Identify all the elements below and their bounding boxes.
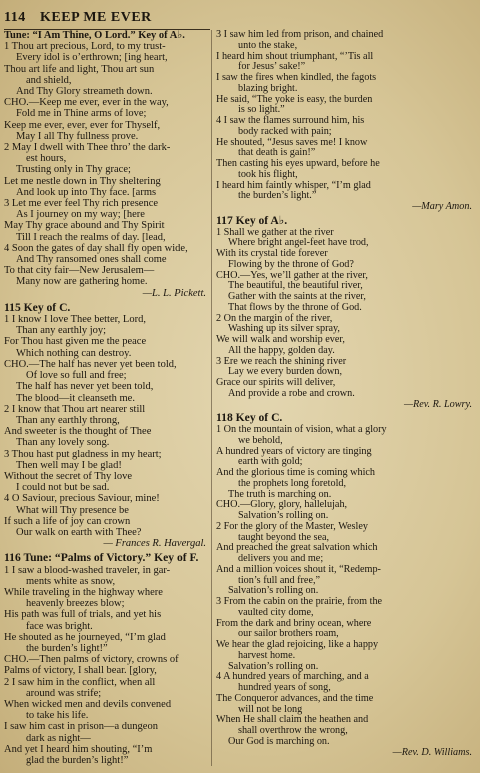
right-column-line: blazing bright. [238,82,298,94]
right-column-line: Flowing by the throne of God? [228,258,354,270]
right-column-line: I saw the fires when kindled, the fagots [216,72,377,83]
left-column-line: CHO.—Keep me ever, ever in the way, [4,97,169,109]
right-column-line: 2 On the margin of the river, [216,312,333,324]
right-column-line: 3 I saw him led from prison, and chained [216,29,384,40]
left-column-line: 1 I saw a blood-washed traveler, in gar- [4,564,171,576]
left-column-line: around was strife; [26,687,102,699]
right-column-line: Washing up its silver spray, [228,323,340,335]
left-column-line: I could not but be sad. [16,482,110,494]
left-column-line: 115 Key of C. [4,300,71,314]
right-column-line: CHO.—Yes, we’ll gather at the river, [216,269,368,281]
left-column-line: Palms of victory, I shall bear. [glory, [4,665,157,677]
left-column-line: Of love so full and free; [26,370,127,382]
right-column-line: delivers you and me; [238,553,324,564]
left-column-line: dark as night— [26,732,91,744]
right-column-line: When He shall claim the heathen and [216,714,369,726]
right-column-line: body racked with pain; [238,125,332,137]
left-column-line: 1 Thou art precious, Lord, to my trust- [4,41,166,53]
right-column-line: for Jesus’ sake!” [238,61,306,73]
left-column-line: Than any earthly throng, [16,414,120,426]
right-column-line: is so light.” [238,104,285,116]
left-column-line: Many now are gathering home. [16,276,148,288]
left-column-line: Fold me in Thine arms of love; [16,108,147,120]
right-column-line: I heard him shout triumphant, “’Tis all [216,50,374,62]
right-column-line: our sailor brothers roam, [238,628,339,640]
right-column-line: And a million voices shout it, “Redemp- [216,563,381,575]
left-column-line: And Thy ransomed ones shall come [16,254,167,266]
right-column-line: unto the stake, [238,39,298,51]
right-column-line: 117 Key of A♭. [216,213,288,227]
right-column-line: The truth is marching on. [228,488,332,500]
right-column-line: Then casting his eyes upward, before he [216,158,380,169]
running-title: KEEP ME EVER [40,10,152,25]
right-column-line: I heard him faintly whisper, “I’m glad [216,179,371,191]
left-column-line: Tune: “I Am Thine, O Lord.” Key of A♭. [4,30,185,41]
right-column-line: we behold, [238,434,283,446]
right-column-line: Salvation’s rolling on. [228,585,319,597]
left-column-line: Without the secret of Thy love [4,470,132,482]
left-column-line: The blood—it cleanseth me. [16,392,135,404]
right-column-line: 1 Shall we gather at the river [216,226,334,238]
right-column-line: 3 Ere we reach the shining river [216,355,347,367]
right-column-line: tion’s full and free,” [238,574,321,586]
left-column-line: Trusting only in Thy grace; [16,164,131,176]
left-column-line: The half has never yet been told, [16,381,154,393]
left-column-line: As I journey on my way; [here [16,209,145,221]
right-column-line: We will walk and worship ever, [216,334,345,345]
right-column-line: 3 From the cabin on the prairie, from the [216,596,383,607]
right-column-line: —Rev. R. Lowry. [403,398,472,410]
left-column-line: His path was full of trials, and yet his [4,609,162,621]
right-column-line: From the dark and briny ocean, where [216,617,372,629]
right-column-line: The beautiful, the beautiful river, [228,280,363,292]
left-column-line: What will Thy presence be [16,504,129,516]
left-column-line: I saw him cast in prison—a dungeon [4,721,158,733]
right-column-line: taught beyond the sea, [238,531,330,543]
right-column-line: will not be long [238,703,303,715]
right-column-line: He shouted, “Jesus saves me! I know [216,136,368,148]
left-column-line: 3 Let me ever feel Thy rich presence [4,198,159,210]
left-column-line: 3 Thou hast put gladness in my heart; [4,448,162,460]
right-column-line: earth with gold; [238,456,303,468]
right-column-line: A hundred years of victory are tinging [216,445,372,457]
left-column-line: 2 I know that Thou art nearer still [4,403,146,415]
right-column [216,30,476,761]
left-column-line: Which nothing can destroy. [16,347,132,359]
left-column-line: When wicked men and devils convened [4,698,172,710]
right-column-line: Lay we every burden down, [228,366,343,378]
right-column-line: that death is gain!” [238,147,316,159]
right-column-line: hundred years of song, [238,682,331,693]
left-column-line: May Thy grace abound and Thy Spirit [4,220,165,232]
left-column-line: the burden’s light!” [26,642,108,654]
left-column-line: CHO.—The half has never yet been told, [4,358,177,370]
left-column-line: 2 May I dwell with Thee thro’ the dark- [4,142,171,154]
right-column-line: That flows by the throne of God. [228,301,362,313]
right-column-line: He said, “The yoke is easy, the burden [216,93,373,105]
left-column-line: 4 Soon the gates of day shall fly open wide, [4,242,188,254]
right-column-line: harvest home. [238,649,296,661]
left-column-line: And Thy Glory streameth down. [16,86,153,98]
left-column-line: Till I reach the realms of day. [lead, [16,231,166,243]
left-column-line: —L. L. Pickett. [142,287,206,299]
right-column-line: Grace our spirits will deliver, [216,377,336,388]
right-column-line: Gather with the saints at the river, [228,291,366,302]
right-column-line: Salvation’s rolling on. [238,510,329,521]
right-column-line: Salvation’s rolling on. [228,660,319,672]
right-column-line: took his flight, [238,168,298,180]
left-column-line: to take his life. [26,710,89,722]
right-column-line: And provide a robe and crown. [228,387,355,399]
left-column-line: To that city fair—New Jerusalem— [4,265,155,277]
left-column-line: Thou art life and light, Thou art sun [4,63,155,75]
left-column-line: CHO.—Then palms of victory, crowns of [4,654,179,666]
left-column-line: Keep me ever, ever, ever for Thyself, [4,119,161,131]
right-column-line: The Conqueror advances, and the time [216,692,374,704]
left-column-line: While traveling in the highway where [4,586,163,598]
left-column-line: He shouted as he journeyed, “I’m glad [4,631,166,643]
column-divider [211,30,212,766]
left-column-line: Than any earthly joy; [16,325,107,337]
right-column-line: —Mary Amon. [412,201,472,212]
right-column-line: And the glorious time is coming which [216,467,376,478]
right-column-line: 2 For the glory of the Master, Wesley [216,520,368,532]
right-column-line: 1 On the mountain of vision, what a glory [216,424,387,435]
left-column-line: Than any lovely song. [16,437,110,449]
right-column-line: —Rev. D. Williams. [392,746,472,758]
left-column-line: Let me nestle down in Thy sheltering [4,175,161,187]
left-column-line: face was bright. [26,620,93,632]
left-column-line: 116 Tune: “Palms of Victory.” Key of F. [4,551,199,565]
page-header [4,10,210,28]
left-column-line: May I all Thy fullness prove. [16,130,139,142]
left-column-line: — Frances R. Havergal. [103,538,206,550]
right-column-line: All the happy, golden day. [228,344,335,356]
left-column-line: 1 I know I love Thee better, Lord, [4,314,146,326]
right-column-line: 4 A hundred years of marching, and a [216,671,369,683]
left-column-line: And sweeter is the thought of Thee [4,426,152,438]
right-column-line: 118 Key of C. [216,411,283,425]
right-column-line: vaulted city dome, [238,606,314,618]
right-column-line: And preached the great salvation which [216,542,378,554]
right-column-line: CHO.—Glory, glory, hallelujah, [216,499,348,511]
right-column-line: Our God is marching on. [228,735,330,747]
left-column [4,30,210,766]
right-column-line: With its crystal tide forever [216,248,328,259]
left-column-line: Then well may I be glad! [16,459,122,471]
right-column-line: the prophets long foretold, [238,477,347,489]
left-column-line: 2 I saw him in the conflict, when all [4,676,156,688]
right-column-line: Where bright angel-feet have trod, [228,237,369,249]
left-column-line: Every idol is o’erthrown; [ing heart, [16,52,168,64]
left-column-line: est hours, [26,153,67,165]
left-column-line: If such a life of joy can crown [4,515,131,527]
left-column-line: ments white as snow, [26,575,116,587]
left-column-line: heavenly breezes blow; [26,598,125,610]
page-number: 114 [4,10,26,25]
right-column-line: 4 I saw the flames surround him, his [216,115,365,126]
right-column-line: shall overthrow the wrong, [238,725,348,736]
right-column-line: We hear the glad rejoicing, like a happy [216,639,379,650]
left-column-line: glad the burden’s light!” [26,755,129,766]
right-column-line: the burden’s light.” [238,190,317,202]
left-column-line: And yet I heard him shouting, “I’m [4,743,153,755]
left-column-line: Our walk on earth with Thee? [16,526,142,538]
left-column-line: and shield, [26,74,72,86]
left-column-line: For Thou hast given me the peace [4,336,147,348]
left-column-line: And look up into Thy face. [arms [16,186,157,198]
left-column-line: 4 O Saviour, precious Saviour, mine! [4,493,160,505]
